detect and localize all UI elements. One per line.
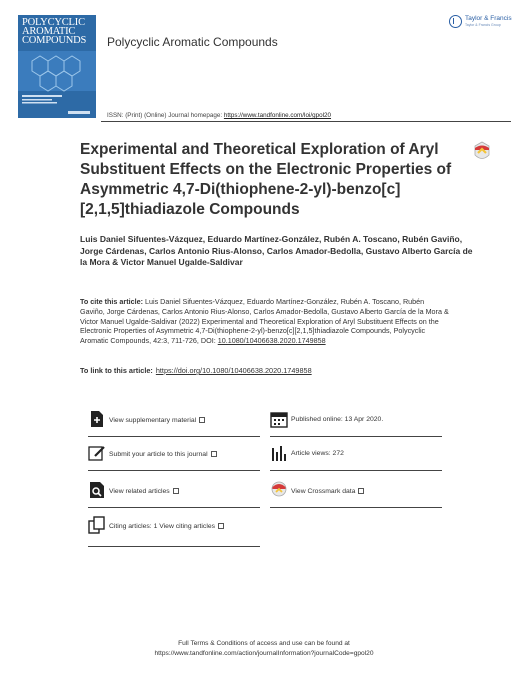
external-link-icon [358, 488, 364, 494]
issn-label: ISSN: (Print) (Online) Journal homepage: [107, 112, 224, 119]
article-views: Article views: 272 [291, 450, 344, 457]
search-document-icon [88, 481, 106, 499]
action-divider [270, 470, 442, 471]
citation-label: To cite this article: [80, 297, 143, 306]
action-divider [88, 507, 260, 508]
footer-terms-link[interactable]: https://www.tandfonline.com/action/journalInformation?journalCode=gpol20 [154, 649, 374, 657]
action-divider [270, 507, 442, 508]
article-link-line [80, 366, 312, 375]
supplementary-material-button[interactable] [88, 403, 260, 439]
action-divider [88, 470, 260, 471]
external-link-icon [199, 417, 205, 423]
journal-name: Polycyclic Aromatic Compounds [107, 35, 278, 49]
submit-label: Submit your article to this journal [109, 451, 208, 458]
crossmark-badge[interactable] [472, 141, 492, 164]
journal-cover-image [18, 15, 96, 118]
crossmark-data-button[interactable] [270, 474, 442, 510]
external-link-icon [218, 523, 224, 529]
calendar-icon [270, 410, 288, 428]
header-divider [101, 121, 511, 122]
edit-pencil-icon [88, 444, 106, 462]
citation-block [80, 297, 450, 346]
crossmark-label: View Crossmark data [291, 488, 356, 495]
copy-documents-icon [88, 516, 106, 534]
citation-doi-link[interactable]: 10.1080/10406638.2020.1749858 [217, 336, 326, 346]
article-doi-link[interactable]: https://doi.org/10.1080/10406638.2020.1749858 [155, 366, 312, 375]
action-divider [88, 546, 260, 547]
crossmark-icon [270, 481, 288, 499]
related-label: View related articles [109, 488, 170, 495]
citing-label: Citing articles: 1 View citing articles [109, 523, 216, 530]
citing-articles-button[interactable] [88, 509, 260, 545]
supplementary-file-icon [88, 410, 106, 428]
submit-article-button[interactable] [88, 437, 260, 473]
crossmark-icon [472, 141, 492, 164]
publisher-name: Taylor & Francis [465, 15, 512, 22]
article-title: Experimental and Theoretical Exploration of Aryl Substituent Effects on the Electronic Properties of Asymmetric 4,7-Di(thiophene-2-yl)-benzo[c][2,1,5]thiadiazole Compounds [80, 141, 452, 218]
bar-chart-icon [270, 444, 288, 462]
journal-homepage-link[interactable]: https://www.tandfonline.com/loi/gpol20 [223, 112, 332, 119]
taylor-francis-logo-icon [449, 15, 462, 28]
article-authors: Luis Daniel Sifuentes-Vázquez, Eduardo Martínez-González, Rubén A. Toscano, Rubén Gaviño, Jorge Cárdenas, Carlos Antonio Rius-Alonso, Carlos Amador-Bedolla, Gustavo Alberto García de la Mora & Victor Manuel Ugalde-Saldivar [80, 234, 473, 268]
citation-text: Luis Daniel Sifuentes-Vázquez, Eduardo Martínez-González, Rubén A. Toscano, Rubén Gaviño, Jorge Cárdenas, Carlos Antonio Rius-Alonso, Carlos Amador-Bedolla, Gustavo Alberto García de la Mora & Victor Manuel Ugalde-Saldivar (2022) Experimental and Theoretical Exploration of Aryl Substituent Effects on the Electronic Properties of Asymmetric 4,7-Di(thiophene-2-yl)-benzo[c][2,1,5]thiadiazole Compounds, Polycyclic Aromatic Compounds, 42:3, 711-726, DOI: [80, 297, 449, 346]
publisher-tagline: Taylor & Francis Group [465, 23, 501, 27]
external-link-icon [211, 451, 217, 457]
published-date: Published online: 13 Apr 2020. [291, 416, 384, 423]
link-label: To link to this article: [80, 366, 153, 375]
issn-line [107, 112, 331, 119]
external-link-icon [173, 488, 179, 494]
footer [0, 639, 528, 658]
related-articles-button[interactable] [88, 474, 260, 510]
footer-terms-text: Full Terms & Conditions of access and use can be found at [178, 640, 350, 647]
publisher-logo[interactable] [449, 13, 511, 33]
cover-title: POLYCYCLIC AROMATIC COMPOUNDS [22, 17, 87, 46]
published-online-info [270, 403, 442, 439]
supplementary-label: View supplementary material [109, 417, 197, 424]
article-views-info [270, 437, 442, 473]
